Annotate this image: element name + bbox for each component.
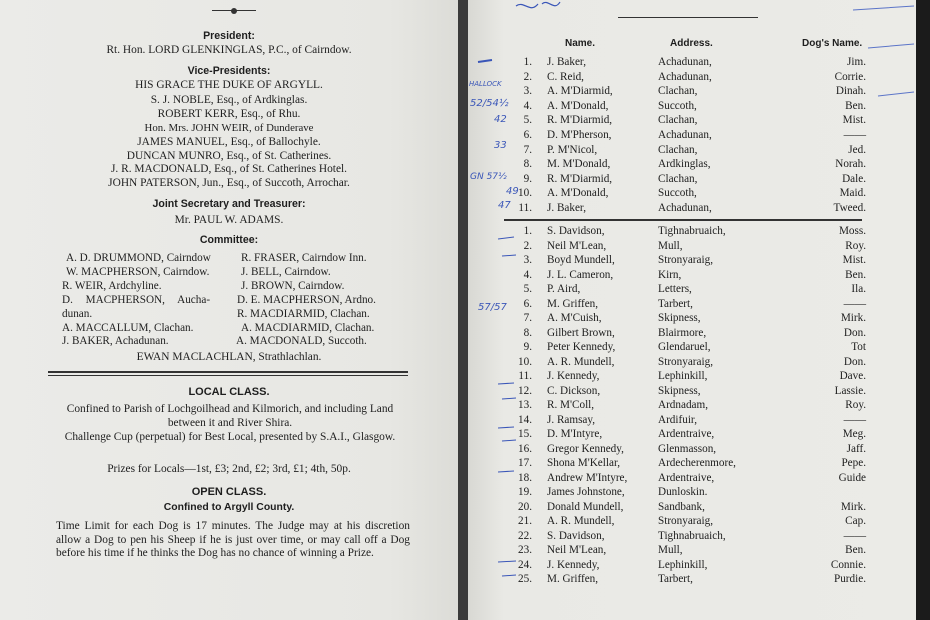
entry-number: 20. xyxy=(518,500,532,513)
local-class-cup: Challenge Cup (perpetual) for Best Local, presented by S.A.I., Glasgow. xyxy=(64,431,396,443)
entry-dog: Dave. xyxy=(839,370,866,382)
entry-number: 14. xyxy=(518,413,532,426)
vice-president: JOHN PATERSON, Jun., Esq., of Succoth, Arrochar. xyxy=(108,177,350,189)
entry-name: R. M'Diarmid, xyxy=(547,172,613,185)
entry-name: C. Reid, xyxy=(547,70,584,83)
entry-address: Stronyaraig, xyxy=(658,254,713,266)
entry-address: Tarbert, xyxy=(658,297,693,310)
entry-name: Peter Kennedy, xyxy=(547,341,616,353)
entry-number: 25. xyxy=(518,573,532,585)
entry-name: R. M'Diarmid, xyxy=(547,114,613,127)
entry-dog: Mist. xyxy=(842,254,866,266)
secretary-name: Mr. PAUL W. ADAMS. xyxy=(174,214,284,226)
entry-address: Ardentraive, xyxy=(658,471,715,484)
entry-number: 1. xyxy=(523,225,532,237)
entry-number: 23. xyxy=(518,544,532,556)
entry-number: 21. xyxy=(518,515,532,527)
entry-address: Clachan, xyxy=(658,172,698,185)
committee-member: J. BELL, Cairndow. xyxy=(241,266,331,278)
committee-member: A. MACCALLUM, Clachan. xyxy=(62,322,194,334)
vice-president: JAMES MANUEL, Esq., of Ballochyle. xyxy=(137,136,321,148)
local-class-heading: LOCAL CLASS. xyxy=(188,386,270,398)
entry-address: Ardnadam, xyxy=(658,399,709,411)
entry-dog: Jaff. xyxy=(846,442,866,455)
double-rule xyxy=(48,375,408,376)
entry-dog: Roy. xyxy=(845,239,866,252)
entry-address: Dunloskin. xyxy=(658,486,708,498)
entry-name: Gilbert Brown, xyxy=(547,326,615,339)
entry-dog: Mirk. xyxy=(840,500,866,513)
entry-name: Neil M'Lean, xyxy=(547,239,607,252)
entry-name: M. Griffen, xyxy=(547,573,599,585)
entry-number: 9. xyxy=(523,341,532,353)
entry-address: Achadunan, xyxy=(658,70,712,83)
entry-dog: Lassie. xyxy=(834,384,866,397)
pen-note: 49 xyxy=(506,186,519,197)
committee-member: A. MACDONALD, Succoth. xyxy=(236,335,367,347)
entry-dog: Meg. xyxy=(842,428,866,440)
secretary-heading: Joint Secretary and Treasurer: xyxy=(152,198,306,210)
entry-dog: Connie. xyxy=(830,558,866,571)
entry-dog: Tweed. xyxy=(833,202,866,214)
page-gutter xyxy=(458,0,468,620)
entry-name: A. M'Donald, xyxy=(547,187,609,200)
committee-member: J. BAKER, Achadunan. xyxy=(62,335,169,347)
entry-dog: Ben. xyxy=(845,99,866,112)
entry-name: James Johnstone, xyxy=(547,486,625,498)
entry-address: Succoth, xyxy=(658,99,697,112)
vice-president: DUNCAN MUNRO, Esq., of St. Catherines. xyxy=(126,150,332,162)
entry-number: 7. xyxy=(523,143,532,156)
committee-member: R. WEIR, Ardchyline. xyxy=(62,280,162,292)
left-page xyxy=(0,0,458,620)
entry-name: Boyd Mundell, xyxy=(547,254,615,266)
entry-name: A. M'Donald, xyxy=(547,99,609,112)
entry-number: 3. xyxy=(523,254,532,266)
vice-presidents-heading: Vice-Presidents: xyxy=(187,65,271,77)
entry-dog: Purdie. xyxy=(833,573,866,585)
committee-member: A. D. DRUMMOND, Cairndow xyxy=(66,252,211,264)
pen-note: GN 57½ xyxy=(470,172,507,182)
president-heading: President: xyxy=(203,30,255,42)
scan-edge xyxy=(916,0,930,620)
entry-address: Stronyaraig, xyxy=(658,355,713,368)
entry-address: Achadunan, xyxy=(658,56,712,68)
entry-name: A. R. Mundell, xyxy=(547,355,615,368)
entry-number: 5. xyxy=(523,114,532,127)
open-class-subheading: Confined to Argyll County. xyxy=(163,502,295,513)
committee-member: W. MACPHERSON, Cairndow. xyxy=(66,266,210,278)
entry-name: D. M'Pherson, xyxy=(547,129,612,141)
entry-dog: Norah. xyxy=(835,158,866,171)
entry-address: Glendaruel, xyxy=(658,341,711,353)
entry-name: Donald Mundell, xyxy=(547,500,624,513)
committee-member: dunan. xyxy=(62,308,93,320)
entry-name: S. Davidson, xyxy=(547,529,605,542)
entry-name: J. Kennedy, xyxy=(547,370,600,382)
entry-name: M. M'Donald, xyxy=(547,158,611,171)
vice-president: J. R. MACDONALD, Esq., of St. Catherines Hotel. xyxy=(110,163,348,175)
entry-number: 15. xyxy=(518,428,532,440)
entry-dog: Mist. xyxy=(842,114,866,127)
entry-address: Letters, xyxy=(658,283,692,295)
pen-note: 33 xyxy=(494,140,507,151)
vice-president: ROBERT KERR, Esq., of Rhu. xyxy=(157,108,301,120)
entry-address: Succoth, xyxy=(658,187,697,200)
entry-number: 4. xyxy=(523,99,532,112)
pen-note: 57/57 xyxy=(478,302,507,313)
entry-dog: Tot xyxy=(851,341,866,353)
entry-name: D. M'Intyre, xyxy=(547,428,603,440)
entry-name: J. Ramsay, xyxy=(547,413,596,426)
entry-number: 1. xyxy=(523,56,532,68)
entry-dog: Roy. xyxy=(845,399,866,411)
entry-dog: Cap. xyxy=(845,515,866,527)
entry-name: R. M'Coll, xyxy=(547,399,595,411)
entry-name: A. R. Mundell, xyxy=(547,515,615,527)
entry-address: Clachan, xyxy=(658,114,698,127)
entry-dog: Don. xyxy=(843,326,866,339)
entry-address: Lephinkill, xyxy=(658,558,708,571)
entry-address: Skipness, xyxy=(658,312,701,324)
column-header-address: Address. xyxy=(670,38,713,49)
entry-dog: Mirk. xyxy=(840,312,866,324)
open-class-rules: Time Limit for each Dog is 17 minutes. The Judge may at his discretion allow a Dog to pen his Sheep if he is just over time, or may call off a Dog before his time if he thinks the Dog has no chance of winning a Prize. xyxy=(56,520,410,559)
entry-address: Ardentraive, xyxy=(658,428,715,440)
entry-name: C. Dickson, xyxy=(547,384,601,397)
entry-number: 10. xyxy=(518,187,532,200)
committee-member: D. MACPHERSON, Aucha- xyxy=(62,294,211,306)
entry-dog: Jim. xyxy=(847,56,866,68)
committee-member: J. BROWN, Cairndow. xyxy=(241,280,345,292)
entry-number: 16. xyxy=(518,442,532,455)
entry-number: 11. xyxy=(518,370,532,382)
entry-address: Mull, xyxy=(658,544,683,556)
entry-name: Shona M'Kellar, xyxy=(547,457,621,469)
entry-name: S. Davidson, xyxy=(547,225,605,237)
entry-name: J. Kennedy, xyxy=(547,558,600,571)
entry-number: 12. xyxy=(518,384,532,397)
committee-member: A. MACDIARMID, Clachan. xyxy=(241,322,375,334)
right-page xyxy=(468,0,916,620)
entry-name: J. Baker, xyxy=(547,56,587,68)
vice-president: HIS GRACE THE DUKE OF ARGYLL. xyxy=(135,79,323,91)
pen-note: HALLOCK xyxy=(469,80,502,88)
entry-number: 17. xyxy=(518,457,532,469)
entry-number: 5. xyxy=(523,283,532,295)
entry-number: 24. xyxy=(518,558,532,571)
entry-address: Ardifuir, xyxy=(658,413,698,426)
entry-address: Glenmasson, xyxy=(658,442,717,455)
entry-dog: Don. xyxy=(843,355,866,368)
entry-name: J. L. Cameron, xyxy=(547,268,614,281)
entry-dog: Moss. xyxy=(838,225,866,237)
entry-address: Ardecherenmore, xyxy=(658,457,736,469)
entry-number: 6. xyxy=(523,129,532,141)
entry-address: Sandbank, xyxy=(658,500,705,513)
column-header-dog: Dog's Name. xyxy=(802,38,863,49)
entry-number: 22. xyxy=(518,529,532,542)
entry-address: Lephinkill, xyxy=(658,370,708,382)
entry-number: 18. xyxy=(518,471,532,484)
entry-number: 7. xyxy=(523,312,532,324)
entry-dog: Ben. xyxy=(845,544,866,556)
committee-heading: Committee: xyxy=(199,234,259,246)
entry-number: 19. xyxy=(518,486,532,498)
committee-member: EWAN MACLACHLAN, Strathlachlan. xyxy=(136,351,322,363)
local-class-text: Confined to Parish of Lochgoilhead and Kilmorich, and including Land between it and River Shira. xyxy=(66,403,394,429)
pen-note: 42 xyxy=(494,114,507,125)
entry-dog: Jed. xyxy=(848,143,866,156)
entry-name: A. M'Diarmid, xyxy=(547,85,613,98)
pen-note: 52/54½ xyxy=(470,98,509,109)
entry-name: Andrew M'Intyre, xyxy=(547,471,628,484)
entry-dog: Maid. xyxy=(839,187,866,200)
entry-dog: —— xyxy=(843,529,866,542)
committee-member: R. FRASER, Cairndow Inn. xyxy=(241,252,367,264)
entry-address: Tighnabruaich, xyxy=(658,529,726,542)
entry-name: A. M'Cuish, xyxy=(547,312,602,324)
entry-dog: —— xyxy=(843,413,866,426)
entry-dog: Dale. xyxy=(842,172,866,185)
entry-name: P. Aird, xyxy=(547,283,581,295)
entry-dog: Ila. xyxy=(851,283,866,295)
pen-marks xyxy=(468,0,916,620)
entry-address: Stronyaraig, xyxy=(658,515,713,527)
local-class-prizes: Prizes for Locals—1st, £3; 2nd, £2; 3rd, £1; 4th, 50p. xyxy=(107,463,351,475)
entry-number: 11. xyxy=(518,202,532,214)
entry-name: Gregor Kennedy, xyxy=(547,442,624,455)
entry-dog: Guide xyxy=(838,471,866,484)
entry-name: P. M'Nicol, xyxy=(547,143,598,156)
entry-name: M. Griffen, xyxy=(547,297,599,310)
entry-dog: —— xyxy=(843,129,866,141)
entry-number: 3. xyxy=(523,85,532,98)
entry-address: Kirn, xyxy=(658,268,682,281)
entry-address: Blairmore, xyxy=(658,326,707,339)
entry-number: 2. xyxy=(523,70,532,83)
entry-number: 10. xyxy=(518,355,532,368)
vice-president: S. J. NOBLE, Esq., of Ardkinglas. xyxy=(150,94,308,106)
entry-address: Ardkinglas, xyxy=(658,158,711,171)
entry-number: 8. xyxy=(523,326,532,339)
vice-president: Hon. Mrs. JOHN WEIR, of Dunderave xyxy=(144,122,314,134)
entry-name: J. Baker, xyxy=(547,202,587,214)
entry-address: Tighnabruaich, xyxy=(658,225,726,237)
entry-number: 9. xyxy=(523,172,532,185)
entry-address: Skipness, xyxy=(658,384,701,397)
entry-address: Achadunan, xyxy=(658,202,712,214)
entry-address: Tarbert, xyxy=(658,573,693,585)
entry-address: Mull, xyxy=(658,239,683,252)
entry-number: 8. xyxy=(523,158,532,171)
entry-address: Clachan, xyxy=(658,143,698,156)
entry-number: 13. xyxy=(518,399,532,411)
open-class-heading: OPEN CLASS. xyxy=(191,486,267,498)
entry-dog: Dinah. xyxy=(835,85,866,98)
entry-address: Achadunan, xyxy=(658,129,712,141)
entry-name: Neil M'Lean, xyxy=(547,544,607,556)
entry-dog: Ben. xyxy=(845,268,866,281)
committee-member: R. MACDIARMID, Clachan. xyxy=(237,308,370,320)
entry-address: Clachan, xyxy=(658,85,698,98)
entry-number: 4. xyxy=(523,268,532,281)
committee-member: D. E. MACPHERSON, Ardno. xyxy=(237,294,376,306)
column-header-name: Name. xyxy=(565,38,596,49)
entry-dog: —— xyxy=(843,297,866,310)
president-name: Rt. Hon. LORD GLENKINGLAS, P.C., of Cairndow. xyxy=(106,44,352,56)
entry-number: 6. xyxy=(523,297,532,310)
entry-dog: Pepe. xyxy=(841,457,866,469)
ornament-divider xyxy=(212,8,256,14)
double-rule xyxy=(48,371,408,373)
entry-number: 2. xyxy=(523,239,532,252)
pen-note: 47 xyxy=(498,200,511,211)
entry-dog: Corrie. xyxy=(834,70,866,83)
